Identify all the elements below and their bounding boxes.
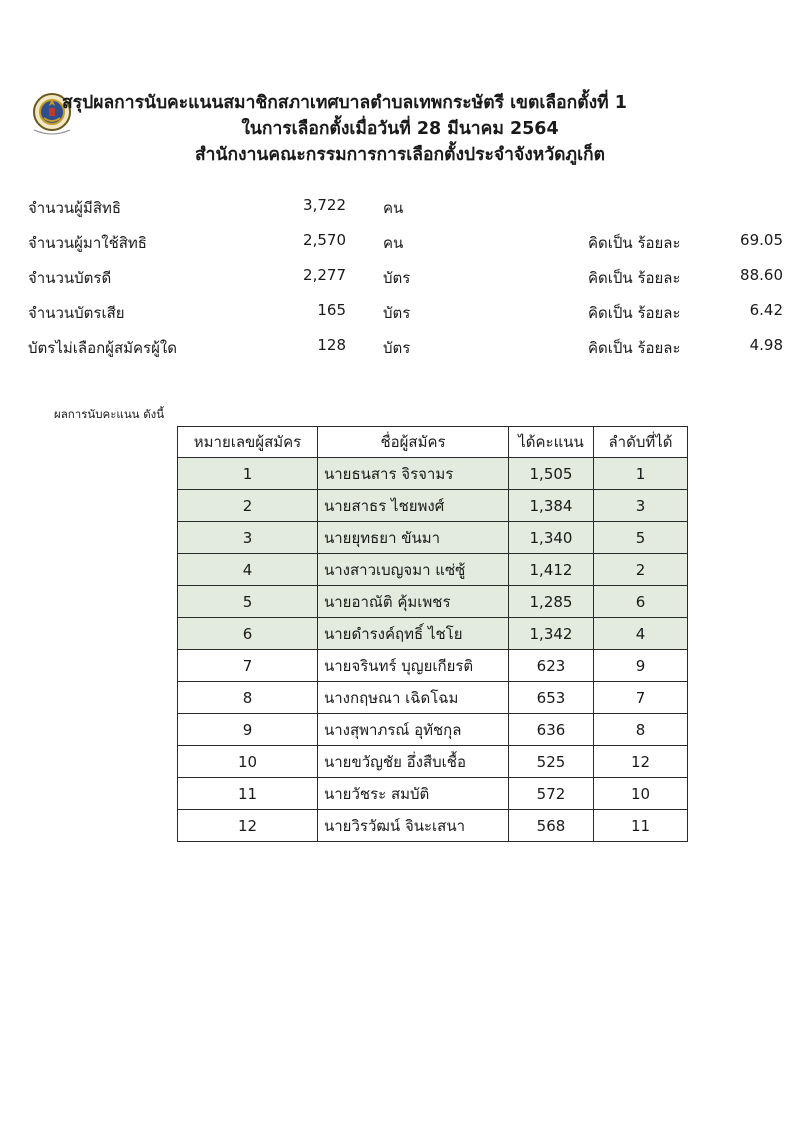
stat-row-eligible-voters bbox=[28, 196, 768, 220]
stat-value: 3,722 bbox=[303, 196, 346, 214]
votes-cell: 572 bbox=[509, 778, 594, 810]
candidate-name-cell: นายยุทธยา ขันมา bbox=[318, 522, 509, 554]
candidate-number-cell: 10 bbox=[178, 746, 318, 778]
stat-label: จำนวนผู้มีสิทธิ bbox=[28, 199, 122, 217]
stat-unit: บัตร bbox=[383, 304, 411, 322]
candidate-name-cell: นางกฤษณา เฉิดโฉม bbox=[318, 682, 509, 714]
election-date-line: ในการเลือกตั้งเมื่อวันที่ 28 มีนาคม 2564 bbox=[241, 119, 559, 139]
stat-value: 128 bbox=[317, 336, 346, 354]
stat-row-invalid-ballots bbox=[28, 301, 783, 325]
candidate-number-cell: 9 bbox=[178, 714, 318, 746]
table-row bbox=[178, 810, 688, 842]
votes-cell: 525 bbox=[509, 746, 594, 778]
candidate-number-cell: 4 bbox=[178, 554, 318, 586]
stat-unit: คน bbox=[383, 199, 404, 217]
candidate-number-cell: 3 bbox=[178, 522, 318, 554]
table-row bbox=[178, 778, 688, 810]
candidate-number-cell: 12 bbox=[178, 810, 318, 842]
results-caption: ผลการนับคะแนน ดังนี้ bbox=[54, 407, 165, 421]
candidate-name-cell: นายวัชระ สมบัติ bbox=[318, 778, 509, 810]
candidate-name-cell: นายอาณัติ คุ้มเพชร bbox=[318, 586, 509, 618]
rank-cell: 6 bbox=[594, 586, 688, 618]
candidate-name-cell: นางสุพาภรณ์ อุทัชกุล bbox=[318, 714, 509, 746]
rank-cell: 12 bbox=[594, 746, 688, 778]
candidate-number-cell: 2 bbox=[178, 490, 318, 522]
candidate-number-cell: 1 bbox=[178, 458, 318, 490]
stat-percent: 88.60 bbox=[740, 266, 783, 284]
candidate-number-cell: 11 bbox=[178, 778, 318, 810]
candidate-number-cell: 6 bbox=[178, 618, 318, 650]
stat-percent-label: คิดเป็น ร้อยละ bbox=[588, 234, 681, 252]
candidate-number-cell: 7 bbox=[178, 650, 318, 682]
table-row bbox=[178, 714, 688, 746]
table-row bbox=[178, 554, 688, 586]
stat-percent: 6.42 bbox=[749, 301, 783, 319]
column-header-candidate-number: หมายเลขผู้สมัคร bbox=[178, 427, 318, 458]
table-row bbox=[178, 458, 688, 490]
stat-label: จำนวนบัตรเสีย bbox=[28, 304, 125, 322]
stat-row-no-vote-ballots bbox=[28, 336, 783, 360]
stat-label: จำนวนบัตรดี bbox=[28, 269, 112, 287]
votes-cell: 1,412 bbox=[509, 554, 594, 586]
candidate-number-cell: 5 bbox=[178, 586, 318, 618]
rank-cell: 10 bbox=[594, 778, 688, 810]
candidate-name-cell: นายวิรวัฒน์ จินะเสนา bbox=[318, 810, 509, 842]
votes-cell: 1,505 bbox=[509, 458, 594, 490]
stat-value: 2,570 bbox=[303, 231, 346, 249]
column-header-votes: ได้คะแนน bbox=[509, 427, 594, 458]
stat-label: บัตรไม่เลือกผู้สมัครผู้ใด bbox=[28, 339, 177, 357]
table-row bbox=[178, 522, 688, 554]
stat-value: 2,277 bbox=[303, 266, 346, 284]
table-row bbox=[178, 682, 688, 714]
stat-percent: 69.05 bbox=[740, 231, 783, 249]
candidate-name-cell: นายสาธร ไชยพงศ์ bbox=[318, 490, 509, 522]
stat-row-voters-turnout bbox=[28, 231, 783, 255]
rank-cell: 9 bbox=[594, 650, 688, 682]
column-header-rank: ลำดับที่ได้ bbox=[594, 427, 688, 458]
stat-label: จำนวนผู้มาใช้สิทธิ bbox=[28, 234, 147, 252]
candidate-name-cell: นายธนสาร จิรจามร bbox=[318, 458, 509, 490]
table-row bbox=[178, 586, 688, 618]
results-table bbox=[177, 426, 688, 842]
candidate-number-cell: 8 bbox=[178, 682, 318, 714]
votes-cell: 636 bbox=[509, 714, 594, 746]
votes-cell: 623 bbox=[509, 650, 594, 682]
table-row bbox=[178, 746, 688, 778]
candidate-name-cell: นายดำรงค์ฤทธิ์ ไชโย bbox=[318, 618, 509, 650]
table-row bbox=[178, 618, 688, 650]
stat-unit: บัตร bbox=[383, 339, 411, 357]
votes-cell: 653 bbox=[509, 682, 594, 714]
document-title: สรุปผลการนับคะแนนสมาชิกสภาเทศบาลตำบลเทพกระษัตรี เขตเลือกตั้งที่ 1 bbox=[62, 93, 627, 113]
rank-cell: 2 bbox=[594, 554, 688, 586]
votes-cell: 1,342 bbox=[509, 618, 594, 650]
issuing-office-line: สำนักงานคณะกรรมการการเลือกตั้งประจำจังหวัดภูเก็ต bbox=[194, 145, 606, 165]
stat-unit: บัตร bbox=[383, 269, 411, 287]
table-header-row bbox=[178, 427, 688, 458]
rank-cell: 3 bbox=[594, 490, 688, 522]
rank-cell: 11 bbox=[594, 810, 688, 842]
stat-percent-label: คิดเป็น ร้อยละ bbox=[588, 269, 681, 287]
votes-cell: 568 bbox=[509, 810, 594, 842]
column-header-candidate-name: ชื่อผู้สมัคร bbox=[318, 427, 509, 458]
rank-cell: 5 bbox=[594, 522, 688, 554]
candidate-name-cell: นายจรินทร์ บุญยเกียรติ bbox=[318, 650, 509, 682]
candidate-name-cell: นางสาวเบญจมา แซ่ซู้ bbox=[318, 554, 509, 586]
stat-percent-label: คิดเป็น ร้อยละ bbox=[588, 339, 681, 357]
stat-value: 165 bbox=[317, 301, 346, 319]
candidate-name-cell: นายขวัญชัย อึ่งสืบเชื้อ bbox=[318, 746, 509, 778]
stat-percent-label: คิดเป็น ร้อยละ bbox=[588, 304, 681, 322]
table-row bbox=[178, 650, 688, 682]
rank-cell: 8 bbox=[594, 714, 688, 746]
votes-cell: 1,340 bbox=[509, 522, 594, 554]
table-row bbox=[178, 490, 688, 522]
votes-cell: 1,384 bbox=[509, 490, 594, 522]
rank-cell: 4 bbox=[594, 618, 688, 650]
rank-cell: 7 bbox=[594, 682, 688, 714]
stat-percent: 4.98 bbox=[749, 336, 783, 354]
stat-unit: คน bbox=[383, 234, 404, 252]
stat-row-valid-ballots bbox=[28, 266, 783, 290]
rank-cell: 1 bbox=[594, 458, 688, 490]
votes-cell: 1,285 bbox=[509, 586, 594, 618]
results-table-body bbox=[178, 458, 688, 842]
